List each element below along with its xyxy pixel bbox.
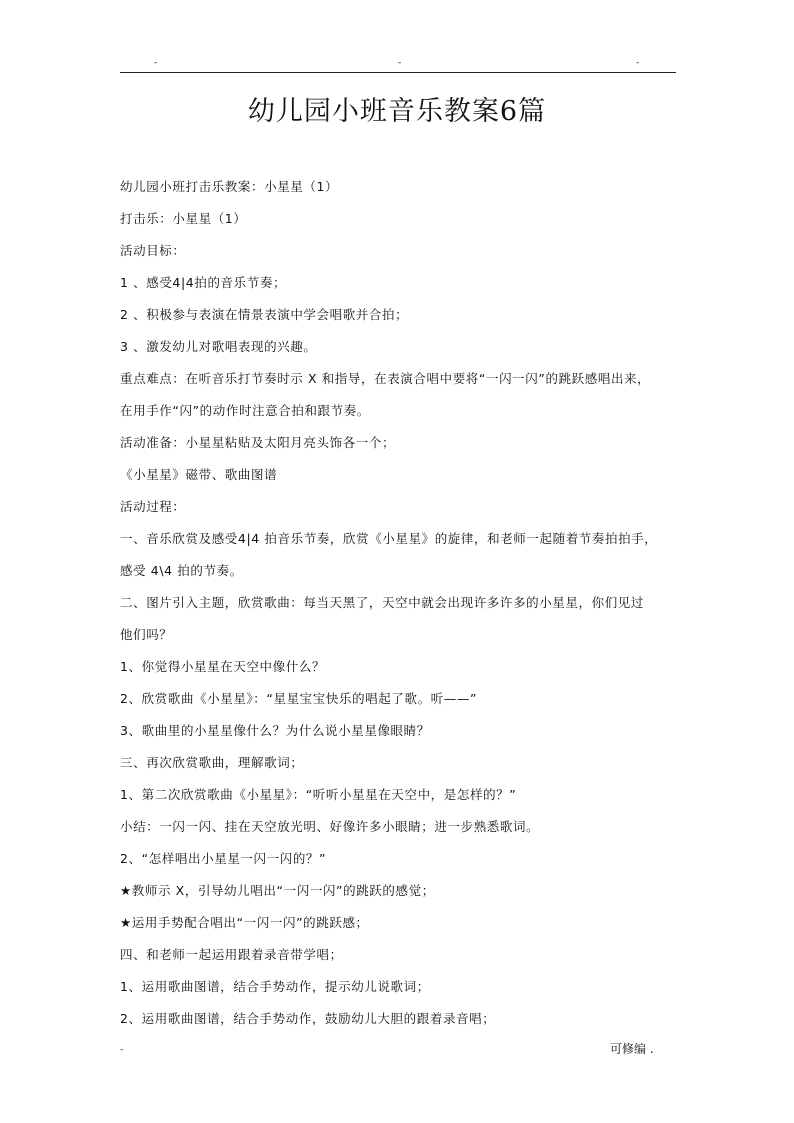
body-line: 打击乐：小星星（1） (120, 211, 247, 226)
body-line: 小结：一闪一闪、挂在天空放光明、好像许多小眼睛；进一步熟悉歌词。 (120, 819, 540, 834)
page-header (120, 58, 676, 68)
body-line: 四、和老师一起运用跟着录音带学唱； (120, 947, 343, 962)
body-line: 活动目标： (120, 243, 186, 258)
body-line: 2 、积极参与表演在情景表演中学会唱歌并合拍； (120, 307, 409, 322)
body-line: ★教师示 X，引导幼儿唱出“一闪一闪”的跳跃的感觉； (120, 883, 435, 898)
body-line: 3、歌曲里的小星星像什么？为什么说小星星像眼睛？ (120, 723, 430, 738)
body-line: 重点难点：在听音乐打节奏时示 X 和指导，在表演合唱中要将“一闪一闪”的跳跃感唱出来， (120, 371, 651, 386)
header-mark-left: - (154, 58, 158, 68)
footer-mark: - (120, 1045, 124, 1055)
body-line: 三、再次欣赏歌曲，理解歌词； (120, 755, 304, 770)
body-line: 二、图片引入主题，欣赏歌曲：每当天黑了，天空中就会出现许多许多的小星星，你们见过 (120, 595, 645, 610)
body-line: 活动准备：小星星粘贴及太阳月亮头饰各一个； (120, 435, 396, 450)
footer-editable-note: 可修编 . (610, 1042, 654, 1056)
document-title: 幼儿园小班音乐教案6篇 (247, 96, 547, 127)
body-line: 3 、激发幼儿对歌唱表现的兴趣。 (120, 339, 317, 354)
body-line: 《小星星》磁带、歌曲图谱 (120, 467, 278, 482)
body-line: 在用手作“闪”的动作时注意合拍和跟节奏。 (120, 403, 370, 418)
header-mark-center: - (398, 58, 402, 68)
body-line: ★运用手势配合唱出“一闪一闪”的跳跃感； (120, 915, 369, 930)
header-mark-right: - (636, 58, 640, 68)
body-line: 1、运用歌曲图谱，结合手势动作，提示幼儿说歌词； (120, 979, 430, 994)
body-line: 幼儿园小班打击乐教案：小星星（1） (120, 179, 339, 194)
body-line: 1、你觉得小星星在天空中像什么？ (120, 659, 326, 674)
body-line: 1 、感受4|4拍的音乐节奏； (120, 275, 287, 290)
body-line: 他们吗？ (120, 627, 173, 642)
body-line: 2、“怎样唱出小星星一闪一闪的？” (120, 851, 327, 866)
body-line: 一、音乐欣赏及感受4|4 拍音乐节奏，欣赏《小星星》的旋律，和老师一起随着节奏拍拍手， (120, 531, 658, 546)
header-rule (120, 72, 676, 73)
document-body (120, 171, 680, 1035)
body-line: 活动过程： (120, 499, 186, 514)
body-line: 1、第二次欣赏歌曲《小星星》：“听听小星星在天空中，是怎样的？” (120, 787, 517, 802)
body-line: 2、欣赏歌曲《小星星》：“星星宝宝快乐的唱起了歌。听——” (120, 691, 478, 706)
body-line: 感受 4\4 拍的节奏。 (120, 563, 243, 578)
body-line: 2、运用歌曲图谱，结合手势动作，鼓励幼儿大胆的跟着录音唱； (120, 1011, 496, 1026)
